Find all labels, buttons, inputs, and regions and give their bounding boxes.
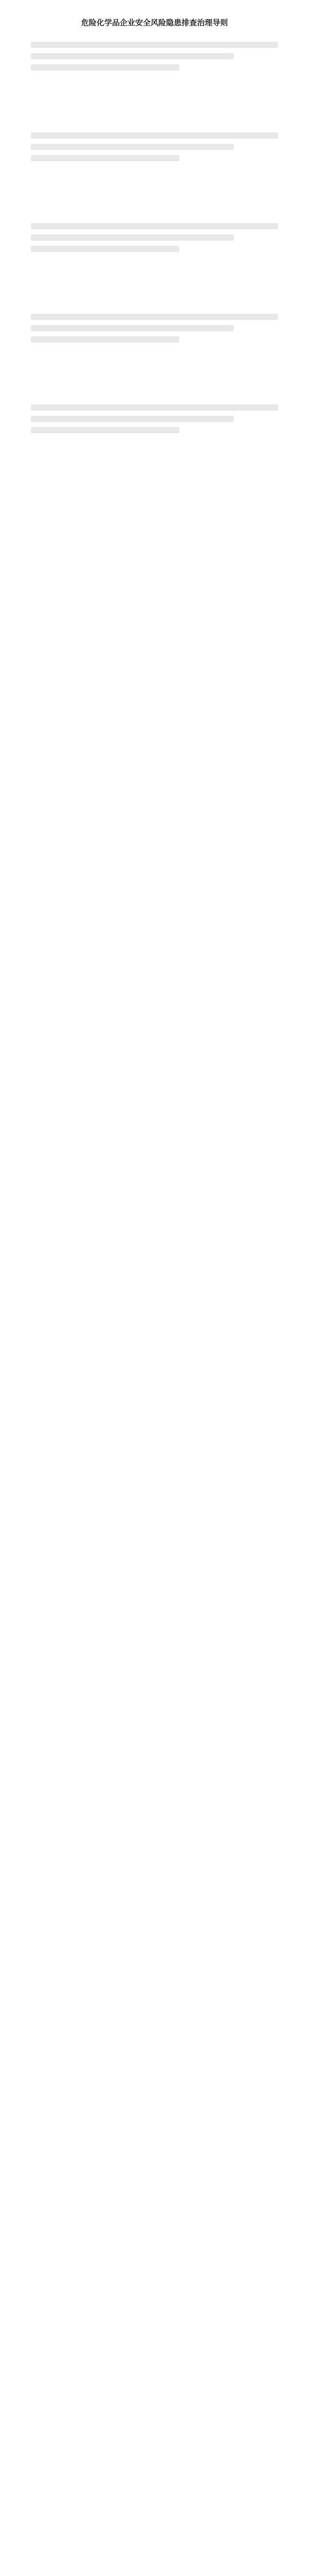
text-placeholder <box>31 132 278 139</box>
text-placeholder <box>31 223 278 229</box>
text-placeholder <box>31 325 234 331</box>
text-placeholder <box>31 64 179 71</box>
document-body <box>31 42 278 433</box>
content-block <box>31 42 278 71</box>
text-placeholder <box>31 42 278 48</box>
content-block <box>31 223 278 252</box>
text-placeholder <box>31 53 234 59</box>
text-placeholder <box>31 416 234 422</box>
text-placeholder <box>31 314 278 320</box>
content-block <box>31 314 278 343</box>
text-placeholder <box>31 144 234 150</box>
content-block <box>31 132 278 161</box>
text-placeholder <box>31 404 278 411</box>
text-placeholder <box>31 336 179 343</box>
content-block <box>31 404 278 433</box>
text-placeholder <box>31 246 179 252</box>
text-placeholder <box>31 234 234 241</box>
text-placeholder <box>31 427 179 433</box>
text-placeholder <box>31 155 179 161</box>
document-title: 危险化学品企业安全风险隐患排查治理导则 <box>81 18 228 27</box>
document-page <box>31 0 278 433</box>
